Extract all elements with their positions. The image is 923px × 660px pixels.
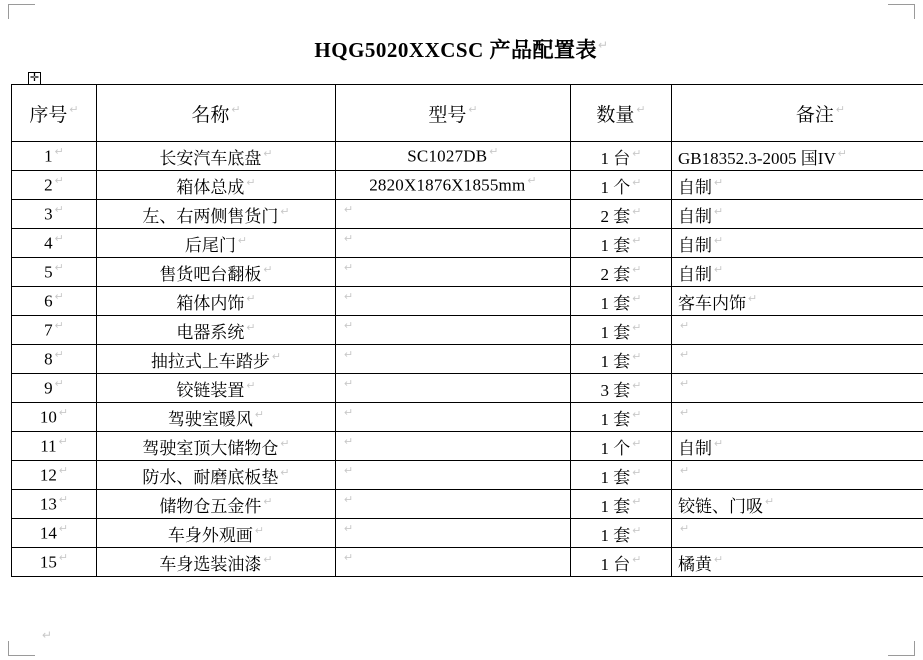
cell-index: 13 ↵ [12,490,97,519]
table-row [12,287,923,316]
cell-index: 2 ↵ [12,171,97,200]
paragraph-mark-icon: ↵ [632,524,642,537]
paragraph-mark-icon: ↵ [680,378,690,391]
paragraph-mark-icon: ↵ [632,350,642,363]
cell-quantity: 1 个 ↵ [571,432,672,461]
paragraph-mark-icon: ↵ [69,104,79,117]
paragraph-mark-icon: ↵ [344,233,354,246]
paragraph-mark-icon: ↵ [835,104,846,117]
cell-model [336,287,571,316]
cell-index: 8 ↵ [12,345,97,374]
paragraph-mark-icon: ↵ [632,437,642,450]
paragraph-mark-icon: ↵ [344,291,354,304]
cell-name: 储物仓五金件 ↵ [97,490,336,519]
crop-mark-bottom-right [888,641,915,656]
table-row [12,519,923,548]
paragraph-mark-icon: ↵ [58,407,69,420]
paragraph-mark-icon: ↵ [344,436,354,449]
cell-remark: GB18352.3-2005 国IV ↵ [672,142,923,171]
paragraph-mark-icon: ↵ [263,263,273,276]
paragraph-mark-icon: ↵ [632,466,642,479]
cell-model [336,461,571,490]
cell-index: 9 ↵ [12,374,97,403]
paragraph-mark-icon: ↵ [344,204,354,217]
cell-model: 2820X1876X1855mm ↵ [336,171,571,200]
crop-mark-top-left [8,4,35,19]
cell-remark [672,519,923,548]
page-title [0,34,923,64]
paragraph-mark-icon: ↵ [632,379,642,392]
paragraph-mark-icon: ↵ [714,176,724,189]
cell-name: 箱体总成 ↵ [97,171,336,200]
cell-name: 电器系统 ↵ [97,316,336,345]
cell-model [336,403,571,432]
cell-quantity: 1 套 ↵ [571,287,672,316]
paragraph-mark-icon: ↵ [254,408,265,421]
paragraph-mark-icon: ↵ [246,292,256,305]
table-row [12,432,923,461]
cell-quantity: 2 套 ↵ [571,200,672,229]
paragraph-mark-icon: ↵ [280,205,290,218]
paragraph-mark-icon: ↵ [680,320,690,333]
cell-quantity: 1 套 ↵ [571,519,672,548]
cell-remark: 客车内饰 ↵ [672,287,923,316]
paragraph-mark-icon: ↵ [468,104,478,117]
cell-quantity: 1 台 ↵ [571,548,672,577]
paragraph-mark-icon: ↵ [344,378,354,391]
cell-model [336,374,571,403]
table-header-row [12,85,923,142]
paragraph-mark-icon: ↵ [680,407,690,420]
cell-remark [672,374,923,403]
cell-model [336,258,571,287]
paragraph-mark-icon: ↵ [714,437,724,450]
cell-remark: 自制 ↵ [672,200,923,229]
cell-remark [672,316,923,345]
table-row [12,548,923,577]
cell-quantity: 1 套 ↵ [571,461,672,490]
paragraph-mark-icon: ↵ [344,552,354,565]
paragraph-mark-icon: ↵ [632,147,642,160]
cell-name: 车身选装油漆 ↵ [97,548,336,577]
cell-name: 箱体内饰 ↵ [97,287,336,316]
paragraph-mark-icon: ↵ [58,552,69,565]
product-configuration-table [11,84,923,577]
paragraph-mark-icon: ↵ [344,349,354,362]
cell-name: 驾驶室暖风 ↵ [97,403,336,432]
cell-remark [672,461,923,490]
cell-name: 铰链装置 ↵ [97,374,336,403]
cell-index: 5 ↵ [12,258,97,287]
paragraph-mark-icon: ↵ [263,147,273,160]
table-row [12,171,923,200]
cell-quantity: 1 套 ↵ [571,345,672,374]
paragraph-mark-icon: ↵ [54,291,64,304]
cell-remark [672,403,923,432]
cell-model [336,519,571,548]
paragraph-mark-icon: ↵ [748,292,758,305]
table-move-handle[interactable]: ✛ [29,72,40,84]
header-cell-index: 序号 ↵ [12,85,97,142]
paragraph-mark-icon: ↵ [632,495,642,508]
cell-remark: 自制 ↵ [672,432,923,461]
cell-quantity: 1 套 ↵ [571,229,672,258]
page-title-text: HQG5020XXCSC 产品配置表 [314,38,598,62]
crop-mark-top-right [888,4,915,19]
paragraph-mark-icon: ↵ [714,553,724,566]
paragraph-mark-icon: ↵ [54,146,64,159]
cell-name: 后尾门 ↵ [97,229,336,258]
paragraph-mark-icon: ↵ [246,379,256,392]
header-cell-quantity: 数量 ↵ [571,85,672,142]
paragraph-mark-icon: ↵ [263,553,273,566]
cell-index: 14 ↵ [12,519,97,548]
cell-model [336,345,571,374]
paragraph-mark-icon: ↵ [54,233,64,246]
paragraph-mark-icon: ↵ [680,465,690,478]
paragraph-mark-icon: ↵ [54,262,64,275]
paragraph-mark-icon: ↵ [632,176,642,189]
header-cell-name: 名称 ↵ [97,85,336,142]
cell-model [336,229,571,258]
cell-remark: 自制 ↵ [672,171,923,200]
paragraph-mark-icon: ↵ [54,378,64,391]
cell-name: 抽拉式上车踏步 ↵ [97,345,336,374]
cell-remark [672,345,923,374]
cell-model: SC1027DB ↵ [336,142,571,171]
crop-mark-bottom-left [8,641,35,656]
document-end-paragraph-mark: ↵ [42,628,53,642]
cell-model [336,490,571,519]
paragraph-mark-icon: ↵ [280,466,290,479]
cell-quantity: 1 个 ↵ [571,171,672,200]
paragraph-mark-icon: ↵ [527,175,537,188]
header-cell-model: 型号 ↵ [336,85,571,142]
paragraph-mark-icon: ↵ [54,175,64,188]
paragraph-mark-icon: ↵ [344,523,354,536]
table-row [12,345,923,374]
paragraph-mark-icon: ↵ [58,465,69,478]
table-row [12,229,923,258]
cell-index: 3 ↵ [12,200,97,229]
paragraph-mark-icon: ↵ [598,38,609,52]
paragraph-mark-icon: ↵ [837,147,847,160]
cell-index: 7 ↵ [12,316,97,345]
paragraph-mark-icon: ↵ [58,494,69,507]
paragraph-mark-icon: ↵ [271,350,282,363]
paragraph-mark-icon: ↵ [344,320,354,333]
cell-name: 防水、耐磨底板垫 ↵ [97,461,336,490]
cell-model [336,316,571,345]
paragraph-mark-icon: ↵ [54,204,64,217]
cell-quantity: 1 套 ↵ [571,316,672,345]
table-row [12,461,923,490]
cell-name: 售货吧台翻板 ↵ [97,258,336,287]
cell-index: 1 ↵ [12,142,97,171]
cell-model [336,200,571,229]
cell-name: 长安汽车底盘 ↵ [97,142,336,171]
paragraph-mark-icon: ↵ [58,436,68,449]
cell-index: 6 ↵ [12,287,97,316]
cell-quantity: 3 套 ↵ [571,374,672,403]
table-row [12,142,923,171]
paragraph-mark-icon: ↵ [632,408,642,421]
paragraph-mark-icon: ↵ [632,263,642,276]
cell-quantity: 2 套 ↵ [571,258,672,287]
paragraph-mark-icon: ↵ [231,104,241,117]
paragraph-mark-icon: ↵ [632,234,642,247]
paragraph-mark-icon: ↵ [280,437,290,450]
header-cell-remark: 备注 ↵ [672,85,923,142]
cell-quantity: 1 台 ↵ [571,142,672,171]
paragraph-mark-icon: ↵ [765,495,775,508]
cell-remark: 铰链、门吸 ↵ [672,490,923,519]
paragraph-mark-icon: ↵ [680,349,690,362]
paragraph-mark-icon: ↵ [237,234,248,247]
paragraph-mark-icon: ↵ [54,320,64,333]
paragraph-mark-icon: ↵ [344,262,354,275]
table-row [12,316,923,345]
cell-remark: 自制 ↵ [672,258,923,287]
paragraph-mark-icon: ↵ [714,263,724,276]
cell-model [336,432,571,461]
paragraph-mark-icon: ↵ [344,407,354,420]
cell-index: 11 ↵ [12,432,97,461]
cell-name: 车身外观画 ↵ [97,519,336,548]
paragraph-mark-icon: ↵ [54,349,64,362]
paragraph-mark-icon: ↵ [636,104,646,117]
table-header [12,85,923,142]
cell-quantity: 1 套 ↵ [571,403,672,432]
table-row [12,374,923,403]
paragraph-mark-icon: ↵ [632,321,642,334]
cell-name: 驾驶室顶大储物仓 ↵ [97,432,336,461]
paragraph-mark-icon: ↵ [344,494,354,507]
paragraph-mark-icon: ↵ [58,523,69,536]
paragraph-mark-icon: ↵ [632,205,642,218]
paragraph-mark-icon: ↵ [632,553,642,566]
paragraph-mark-icon: ↵ [246,176,256,189]
paragraph-mark-icon: ↵ [263,495,273,508]
cell-index: 12 ↵ [12,461,97,490]
paragraph-mark-icon: ↵ [714,234,724,247]
paragraph-mark-icon: ↵ [489,146,499,159]
cell-index: 4 ↵ [12,229,97,258]
cell-remark: 橘黄 ↵ [672,548,923,577]
table-row [12,403,923,432]
paragraph-mark-icon: ↵ [680,523,690,536]
table-body [12,142,923,577]
cell-quantity: 1 套 ↵ [571,490,672,519]
table-row [12,490,923,519]
table-row [12,200,923,229]
paragraph-mark-icon: ↵ [632,292,642,305]
cell-index: 10 ↵ [12,403,97,432]
cell-name: 左、右两侧售货门 ↵ [97,200,336,229]
cell-remark: 自制 ↵ [672,229,923,258]
paragraph-mark-icon: ↵ [714,205,724,218]
cell-model [336,548,571,577]
cell-index: 15 ↵ [12,548,97,577]
paragraph-mark-icon: ↵ [254,524,265,537]
table-row [12,258,923,287]
paragraph-mark-icon: ↵ [246,321,256,334]
config-table-container [11,84,912,577]
paragraph-mark-icon: ↵ [344,465,354,478]
